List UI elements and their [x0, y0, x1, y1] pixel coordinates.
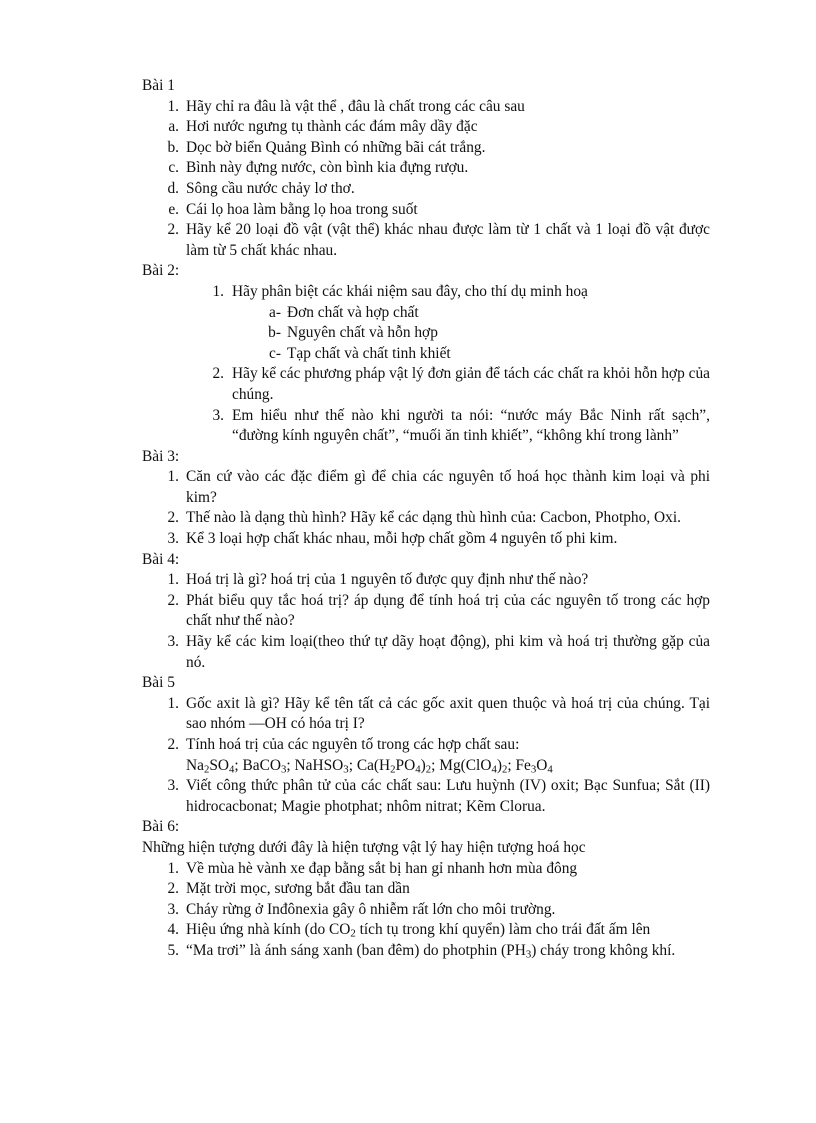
item-marker: b.	[167, 138, 179, 156]
exercise-2	[142, 261, 710, 446]
list-item	[142, 200, 710, 221]
exercise-title: Bài 5	[142, 674, 175, 692]
item-marker: 1.	[167, 571, 179, 589]
sub-item	[142, 344, 710, 365]
item-marker: a-	[269, 303, 281, 321]
item-text: Phát biểu quy tắc hoá trị? áp dụng để tính hoá trị của các nguyên tố trong các hợp chất như thế nào?	[186, 591, 710, 630]
item-text: Cái lọ hoa làm bằng lọ hoa trong suốt	[186, 200, 418, 218]
exercise-title: Bài 6:	[142, 818, 180, 836]
item-text: Đơn chất và hợp chất	[287, 303, 419, 321]
item-marker: 3.	[167, 633, 179, 651]
item-text: Sông cầu nước chảy lơ thơ.	[186, 179, 355, 197]
item-marker: 1.	[167, 694, 179, 712]
item-marker: a.	[168, 118, 179, 136]
list-item	[142, 282, 710, 303]
item-marker: 3.	[167, 777, 179, 795]
item-text: Tính hoá trị của các nguyên tố trong các hợp chất sau:	[186, 736, 520, 753]
list-item	[142, 694, 710, 735]
item-text: Em hiểu như thế nào khi người ta nói: “nước máy Bắc Ninh rất sạch”, “đường kính nguyên chất”, “muối ăn tinh khiết”, “không khí trong lành”	[232, 406, 710, 445]
list-item	[142, 879, 710, 900]
item-text: Hãy kể 20 loại đồ vật (vật thể) khác nhau được làm từ 1 chất và 1 loại đồ vật được làm từ 5 chất khác nhau.	[186, 221, 710, 259]
item-marker: 1.	[167, 97, 179, 115]
exercise-intro: Những hiện tượng dưới đây là hiện tượng vật lý hay hiện tượng hoá học	[142, 838, 586, 856]
item-marker: 2.	[167, 591, 179, 609]
item-text: Mặt trời mọc, sương bắt đầu tan dần	[186, 880, 410, 898]
item-text: Thế nào là dạng thù hình? Hãy kể các dạng thù hình của: Cacbon, Photpho, Oxi.	[186, 509, 681, 527]
item-marker: 1.	[212, 282, 224, 300]
list-item	[142, 117, 710, 138]
list-item	[142, 97, 710, 118]
item-text: Về mùa hè vành xe đạp bằng sắt bị han gỉ nhanh hơn mùa đông	[186, 859, 578, 877]
item-marker: 2.	[212, 365, 224, 383]
exercise-3	[142, 447, 710, 550]
list-item	[142, 179, 710, 200]
exercise-title: Bài 3:	[142, 447, 180, 465]
item-text: Hãy kể các kim loại(theo thứ tự dãy hoạt động), phi kim và hoá trị thường gặp của nó.	[186, 633, 710, 671]
list-item	[142, 138, 710, 159]
item-marker: 2.	[167, 736, 179, 753]
exercise-title: Bài 4:	[142, 550, 180, 568]
exercise-4	[142, 550, 710, 674]
list-item	[142, 776, 710, 817]
list-item	[142, 735, 710, 776]
item-marker: 1.	[167, 468, 179, 486]
exercise-1	[142, 76, 710, 261]
list-item	[142, 900, 710, 921]
list-item	[142, 859, 710, 880]
item-marker: 3.	[167, 900, 179, 918]
item-text: Hơi nước ngưng tụ thành các đám mây dầy đặc	[186, 118, 478, 136]
list-item	[142, 941, 710, 962]
list-item	[142, 632, 710, 673]
document-body	[142, 76, 710, 962]
item-marker: b-	[268, 324, 281, 342]
item-text: Gốc axit là gì? Hãy kể tên tất cả các gốc axit quen thuộc và hoá trị của chúng. Tại sao nhóm —OH có hóa trị I?	[186, 694, 710, 733]
item-marker: 3.	[167, 530, 179, 548]
item-marker: e.	[168, 200, 179, 218]
item-text: Bình này đựng nước, còn bình kia đựng rượu.	[186, 159, 469, 177]
item-marker: 1.	[167, 859, 179, 877]
list-item	[142, 467, 710, 508]
exercise-title: Bài 1	[142, 77, 175, 94]
list-item	[142, 158, 710, 179]
item-marker: 2.	[167, 880, 179, 898]
item-marker: 5.	[167, 941, 179, 959]
item-text: Tạp chất và chất tinh khiết	[287, 344, 451, 362]
item-marker: c.	[168, 159, 179, 177]
list-item	[142, 529, 710, 550]
item-marker: c-	[269, 344, 281, 362]
list-item	[142, 364, 710, 405]
exercise-6	[142, 817, 710, 961]
list-item	[142, 508, 710, 529]
item-text: “Ma trơi” là ánh sáng xanh (ban đêm) do photphin $(PH_3)$ cháy trong không khí.	[186, 941, 676, 961]
list-item	[142, 220, 710, 261]
item-text: Căn cứ vào các đặc điểm gì để chia các nguyên tố hoá học thành kim loại và phi kim?	[186, 468, 710, 506]
item-marker: d.	[167, 179, 179, 197]
list-item	[142, 591, 710, 632]
item-text: Hãy chỉ ra đâu là vật thể , đâu là chất trong các câu sau	[186, 97, 525, 115]
list-item	[142, 570, 710, 591]
item-text: Viết công thức phân tử của các chất sau: Lưu huỳnh (IV) oxit; Bạc Sunfua; Sắt (II) hidrocacbonat; Magie photphat; nhôm nitrat; Kẽm Clorua.	[186, 777, 710, 815]
item-text: Nguyên chất và hỗn hợp	[287, 324, 438, 342]
item-text: Dọc bờ biển Quảng Bình có những bãi cát trắng.	[186, 138, 486, 156]
item-marker: 4.	[167, 921, 179, 939]
list-item	[142, 406, 710, 447]
item-text: Hoá trị là gì? hoá trị của 1 nguyên tố được quy định như thế nào?	[186, 571, 589, 589]
formula-list: $Na_2SO_4$; BaCO$_3$; NaHSO$_3$; $Ca(H_2PO_4)_2$; $Mg(ClO_4)_2$; $Fe_3O_4$	[186, 756, 553, 776]
exercise-title: Bài 2:	[142, 262, 180, 280]
list-item	[142, 920, 710, 941]
sub-item	[142, 303, 710, 324]
exercise-5	[142, 673, 710, 817]
item-text: Kể 3 loại hợp chất khác nhau, mỗi hợp chất gồm 4 nguyên tố phi kim.	[186, 530, 618, 548]
item-marker: 2.	[167, 509, 179, 527]
item-text: Cháy rừng ở Inđônexia gây ô nhiễm rất lớn cho môi trường.	[186, 900, 556, 918]
item-text: Hiệu ứng nhà kính (do $CO_2$ tích tụ trong khí quyển) làm cho trái đất ấm lên	[186, 921, 651, 941]
item-text: Hãy phân biệt các khái niệm sau đây, cho thí dụ minh hoạ	[232, 282, 588, 300]
item-marker: 3.	[212, 406, 224, 424]
item-marker: 2.	[167, 221, 179, 239]
sub-item	[142, 323, 710, 344]
item-text: Hãy kể các phương pháp vật lý đơn giản để tách các chất ra khỏi hỗn hợp của chúng.	[232, 365, 710, 403]
